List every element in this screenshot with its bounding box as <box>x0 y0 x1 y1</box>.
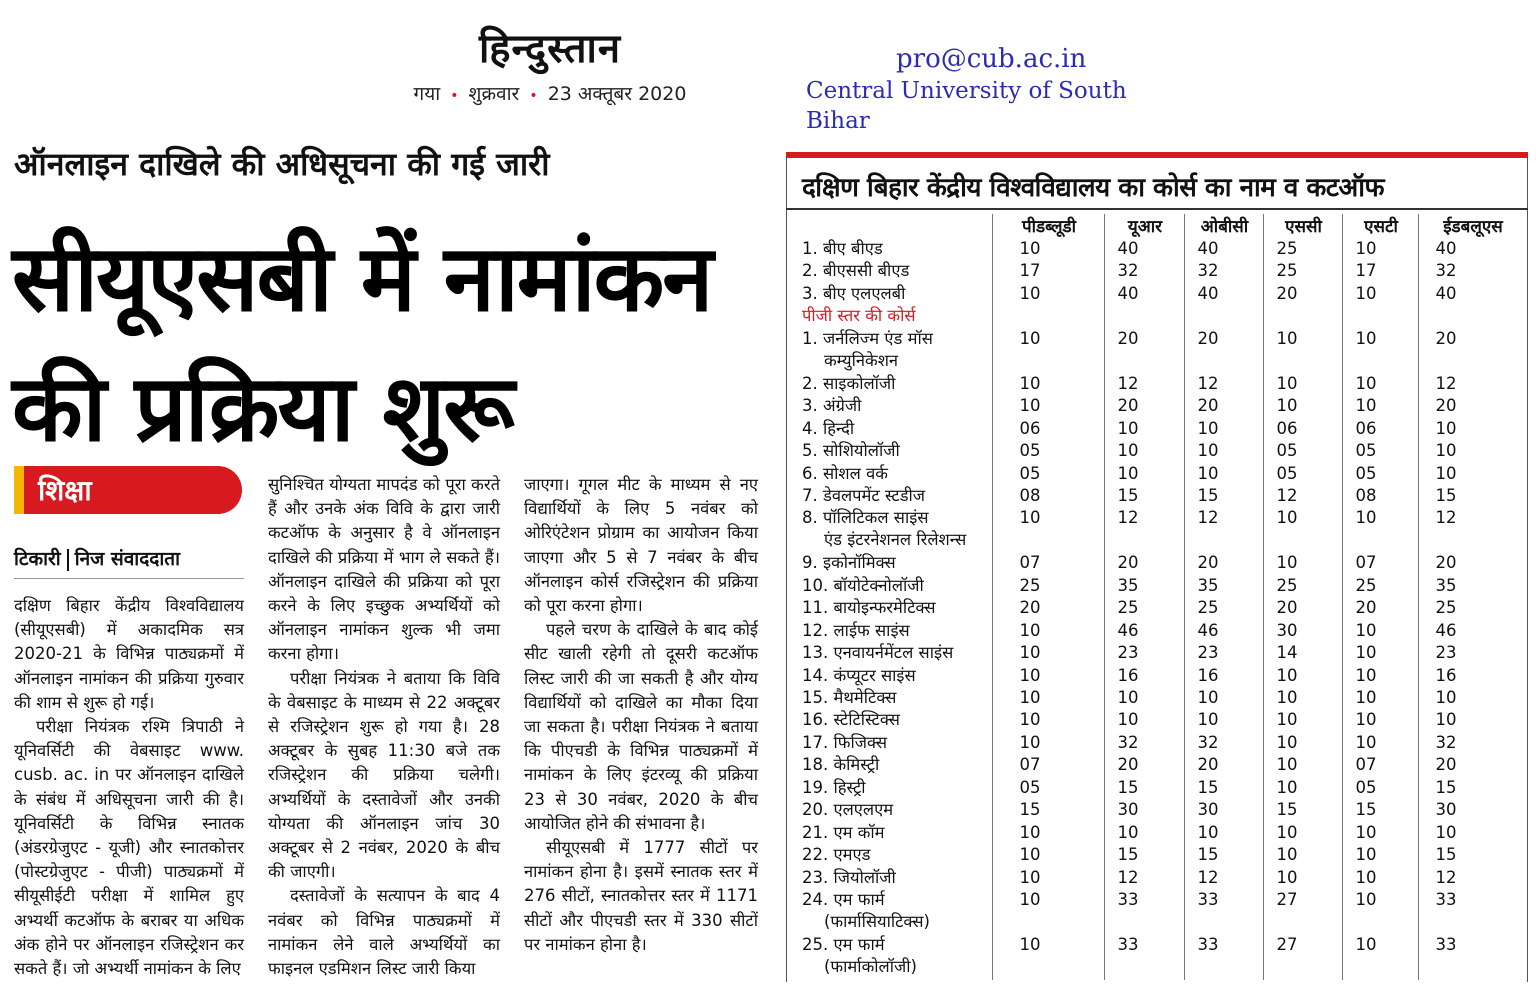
cutoff-value: 17 <box>1355 261 1377 281</box>
course-name-continued: (फार्माकोलॉजी) <box>824 956 917 976</box>
table-row <box>790 934 1526 976</box>
cutoff-value: 10 <box>1019 373 1041 393</box>
cutoff-value: 15 <box>1019 800 1041 820</box>
cutoff-value: 15 <box>1355 800 1377 820</box>
cutoff-value: 10 <box>1355 867 1377 887</box>
course-name: 7. डेवलपमेंट स्टडीज <box>802 485 926 505</box>
course-name: 23. जियोलॉजी <box>802 867 896 887</box>
byline-place: टिकारी <box>14 548 61 570</box>
cutoff-value: 20 <box>1019 598 1041 618</box>
cutoff-value: 10 <box>1019 688 1041 707</box>
pg-section-heading: पीजी स्तर की कोर्स <box>802 306 916 326</box>
cutoff-value: 12 <box>1435 373 1457 393</box>
cutoff-value: 12 <box>1117 867 1139 887</box>
article-column-1 <box>14 594 244 981</box>
cutoff-value: 05 <box>1276 441 1298 461</box>
cutoff-value: 12 <box>1197 508 1219 528</box>
section-tag-label: शिक्षा <box>38 474 92 507</box>
cutoff-value: 20 <box>1117 553 1139 573</box>
cutoff-value: 10 <box>1355 822 1377 842</box>
course-name: 5. सोशियोलॉजी <box>802 441 900 461</box>
byline-divider <box>14 578 244 579</box>
cutoff-value: 40 <box>1197 283 1219 303</box>
headline-line-1: सीयूएसबी में नामांकन <box>12 225 712 332</box>
course-name: 9. इकोनॉमिक्स <box>802 553 896 573</box>
cutoff-value: 15 <box>1117 777 1139 797</box>
paragraph: परीक्षा नियंत्रक रश्मि त्रिपाठी ने यूनिवर्सिटी की वेबसाइट www. cusb. ac. in पर ऑनलाइन दाखिले के संबंध में अधिसूचना जारी की है। यूनिवर्सिटी के विभिन्न स्नातक (अंडरग्रेजुएट - यूजी) और स्नातकोत्तर (पोस्टग्रेजुएट - पीजी) पाठ्यक्रमों में सीयूसीईटी परीक्षा में शामिल हुए अभ्यर्थी कटऑफ के बराबर या अधिक अंक होने पर ऑनलाइन रजिस्ट्रेशन कर सकते हैं। जो अभ्यर्थी नामांकन के लिए <box>14 717 244 979</box>
cutoff-value: 23 <box>1197 643 1219 663</box>
article-column-2 <box>268 473 500 981</box>
cutoff-value: 05 <box>1019 441 1041 461</box>
cutoff-value: 10 <box>1276 553 1298 573</box>
cutoff-value: 10 <box>1355 239 1377 258</box>
table-row <box>790 507 1526 550</box>
cutoff-value: 10 <box>1276 688 1298 707</box>
cutoff-value: 10 <box>1019 934 1041 954</box>
cutoff-value: 06 <box>1355 418 1377 438</box>
cutoff-value: 33 <box>1197 890 1219 910</box>
cutoff-value: 06 <box>1019 418 1041 438</box>
article-kicker: ऑनलाइन दाखिले की अधिसूचना की गई जारी <box>14 145 550 183</box>
cutoff-value: 16 <box>1197 665 1219 685</box>
cutoff-value: 46 <box>1117 620 1139 640</box>
cutoff-value: 32 <box>1117 261 1139 281</box>
cutoff-value: 15 <box>1117 485 1139 505</box>
cutoff-value: 40 <box>1435 283 1457 303</box>
paragraph: सुनिश्चित योग्यता मापदंड को पूरा करते हैं और उनके अंक विवि के द्वारा जारी कटऑफ के अनुसार है वे ऑनलाइन दाखिले की प्रक्रिया में भाग ले सकते हैं। ऑनलाइन दाखिले की प्रक्रिया को पूरा करने के लिए इच्छुक अभ्यर्थियों को ऑनलाइन नामांकन शुल्क भी जमा करना होगा। <box>268 475 500 664</box>
table-row <box>790 620 1526 642</box>
byline <box>14 545 180 571</box>
cutoff-value: 10 <box>1117 688 1139 707</box>
cutoff-value: 27 <box>1276 934 1298 954</box>
course-name: 1. जर्नलिज्म एंड मॉस <box>802 328 933 348</box>
cutoff-value: 10 <box>1435 822 1457 842</box>
course-name: 14. कंप्यूटर साइंस <box>802 665 916 685</box>
table-row <box>790 597 1526 619</box>
course-name: 12. लाईफ साइंस <box>802 620 910 640</box>
cutoff-value: 23 <box>1117 643 1139 663</box>
cutoff-value: 10 <box>1197 463 1219 483</box>
paragraph: पहले चरण के दाखिले के बाद कोई सीट खाली रहेगी तो दूसरी कटऑफ लिस्ट जारी की जा सकती है और योग्य विद्यार्थियों को दाखिले का मौका दिया जा सकता है। परीक्षा नियंत्रक ने बताया कि पीएचडी के विभिन्न पाठ्यक्रमों में नामांकन के लिए इंटरव्यू की प्रक्रिया 23 से 30 नवंबर, 2020 के बीच आयोजित होने की संभावना है। <box>524 620 758 833</box>
cutoff-value: 15 <box>1276 800 1298 820</box>
cutoff-value: 35 <box>1197 575 1219 595</box>
cutoff-value: 20 <box>1117 328 1139 348</box>
cutoff-value: 07 <box>1355 553 1377 573</box>
cutoff-value: 20 <box>1197 755 1219 775</box>
cutoff-value: 10 <box>1355 373 1377 393</box>
cutoff-value: 10 <box>1435 710 1457 730</box>
contact-email[interactable]: pro@cub.ac.in <box>896 44 1087 74</box>
cutoff-value: 33 <box>1435 934 1457 954</box>
course-name: 11. बायोइन्फरमेटिक्स <box>802 598 936 618</box>
cutoff-value: 32 <box>1197 732 1219 752</box>
table-row <box>790 889 1526 932</box>
cutoff-value: 10 <box>1276 822 1298 842</box>
cutoff-value: 10 <box>1117 418 1139 438</box>
cutoff-value: 10 <box>1197 688 1219 707</box>
cutoff-value: 05 <box>1019 463 1041 483</box>
dateline-dot: • <box>529 88 538 104</box>
table-row <box>790 485 1526 507</box>
article-headline <box>12 214 782 474</box>
cutoff-value: 10 <box>1435 688 1457 707</box>
course-name: 25. एम फार्म <box>802 934 885 954</box>
headline-line-2: की प्रक्रिया शुरू <box>12 355 513 462</box>
dateline-dot: • <box>450 88 459 104</box>
edition-city: गया <box>413 83 441 105</box>
section-tag <box>14 466 242 514</box>
cutoff-value: 40 <box>1197 239 1219 258</box>
table-row <box>790 867 1526 889</box>
table-row <box>790 642 1526 664</box>
cutoff-value: 25 <box>1117 598 1139 618</box>
cutoff-value: 10 <box>1019 328 1041 348</box>
table-row <box>790 328 1526 370</box>
course-name: 24. एम फार्म <box>802 890 885 910</box>
cutoff-value: 10 <box>1355 283 1377 303</box>
cutoff-value: 20 <box>1435 328 1457 348</box>
cutoff-value: 35 <box>1117 575 1139 595</box>
cutoff-value: 10 <box>1355 665 1377 685</box>
cutoff-value: 15 <box>1197 485 1219 505</box>
cutoff-value: 25 <box>1276 239 1298 258</box>
cutoff-value: 10 <box>1355 620 1377 640</box>
cutoff-title-rule <box>786 208 1528 210</box>
cutoff-value: 35 <box>1435 575 1457 595</box>
course-name: 3. बीए एलएलबी <box>802 283 906 303</box>
cutoff-value: 10 <box>1355 643 1377 663</box>
table-row <box>790 575 1526 597</box>
cutoff-value: 10 <box>1276 508 1298 528</box>
table-row <box>790 440 1526 462</box>
cutoff-value: 12 <box>1197 373 1219 393</box>
cutoff-value: 05 <box>1355 463 1377 483</box>
article-column-3 <box>524 473 758 957</box>
cutoff-value: 32 <box>1435 261 1457 281</box>
cutoff-value: 12 <box>1117 508 1139 528</box>
cutoff-value: 30 <box>1117 800 1139 820</box>
column-header: एसटी <box>1364 217 1398 237</box>
cutoff-value: 30 <box>1276 620 1298 640</box>
cutoff-value: 33 <box>1435 890 1457 910</box>
edition-day: शुक्रवार <box>468 83 520 105</box>
cutoff-value: 10 <box>1355 328 1377 348</box>
cutoff-value: 10 <box>1019 890 1041 910</box>
cutoff-value: 07 <box>1019 553 1041 573</box>
cutoff-value: 15 <box>1435 777 1457 797</box>
cutoff-value: 17 <box>1019 261 1041 281</box>
cutoff-value: 10 <box>1355 710 1377 730</box>
cutoff-value: 25 <box>1197 598 1219 618</box>
paragraph: जाएगा। गूगल मीट के माध्यम से नए विद्यार्थियों के लिए 5 नवंबर को ओरिएंटेशन प्रोग्राम का आयोजन किया जाएगा और 5 से 7 नवंबर के बीच ऑनलाइन कोर्स रजिस्ट्रेशन की प्रक्रिया को पूरा करना होगा। <box>524 475 758 616</box>
table-row <box>790 665 1526 687</box>
cutoff-value: 10 <box>1276 777 1298 797</box>
cutoff-value: 10 <box>1355 396 1377 416</box>
cutoff-value: 25 <box>1355 575 1377 595</box>
cutoff-value: 15 <box>1197 777 1219 797</box>
cutoff-value: 07 <box>1019 755 1041 775</box>
cutoff-value: 27 <box>1276 890 1298 910</box>
cutoff-value: 10 <box>1019 239 1041 258</box>
cutoff-value: 10 <box>1355 845 1377 865</box>
cutoff-value: 25 <box>1435 598 1457 618</box>
cutoff-value: 05 <box>1019 777 1041 797</box>
paragraph: परीक्षा नियंत्रक ने बताया कि विवि के वेबसाइट के माध्यम से 22 अक्टूबर से रजिस्ट्रेशन शुरू हो गया है। 28 अक्टूबर के सुबह 11:30 बजे तक रजिस्ट्रेशन की प्रक्रिया चलेगी। अभ्यर्थियों के दस्तावेजों और उनकी योग्यता की ऑनलाइन जांच 30 अक्टूबर से 2 नवंबर, 2020 के बीच की जाएगी। <box>268 668 500 882</box>
course-name: 10. बॉयोटेक्नोलॉजी <box>802 575 924 595</box>
cutoff-value: 10 <box>1019 508 1041 528</box>
cutoff-value: 05 <box>1276 463 1298 483</box>
cutoff-value: 10 <box>1117 710 1139 730</box>
table-row <box>790 754 1526 776</box>
course-name: 2. बीएससी बीएड <box>802 261 910 281</box>
table-row <box>790 283 1526 305</box>
university-name: Central University of South Bihar <box>806 78 1127 134</box>
cutoff-value: 20 <box>1197 328 1219 348</box>
cutoff-value: 10 <box>1019 867 1041 887</box>
cutoff-value: 10 <box>1019 643 1041 663</box>
cutoff-value: 25 <box>1019 575 1041 595</box>
cutoff-value: 14 <box>1276 643 1298 663</box>
course-name: 22. एमएड <box>802 845 871 865</box>
course-name: 19. हिस्ट्री <box>802 777 866 797</box>
course-name: 17. फिजिक्स <box>802 732 888 752</box>
cutoff-value: 20 <box>1435 396 1457 416</box>
column-header: पीडब्लूडी <box>1021 217 1077 237</box>
cutoff-value: 10 <box>1019 620 1041 640</box>
byline-author: निज संवाददाता <box>74 548 181 570</box>
cutoff-value: 10 <box>1019 710 1041 730</box>
cutoff-value: 20 <box>1435 755 1457 775</box>
course-name: 21. एम कॉम <box>802 822 885 842</box>
cutoff-value: 12 <box>1276 485 1298 505</box>
paragraph: सीयूएसबी में 1777 सीटों पर नामांकन होना है। इसमें स्नातक स्तर में 276 सीटों, स्नातकोत्तर स्तर में 1171 सीटों और पीएचडी स्तर में 330 सीटों पर नामांकन होना है। <box>524 838 758 954</box>
cutoff-value: 10 <box>1019 845 1041 865</box>
cutoff-value: 10 <box>1276 373 1298 393</box>
cutoff-value: 46 <box>1435 620 1457 640</box>
cutoff-value: 10 <box>1355 688 1377 707</box>
table-row <box>790 822 1526 844</box>
cutoff-value: 46 <box>1197 620 1219 640</box>
course-name: 13. एनवायर्नमेंटल साइंस <box>802 643 954 663</box>
table-row <box>790 687 1526 709</box>
cutoff-value: 30 <box>1435 800 1457 820</box>
course-name-continued: (फार्मासियाटिक्स) <box>824 912 930 932</box>
cutoff-value: 20 <box>1197 396 1219 416</box>
cutoff-value: 20 <box>1276 598 1298 618</box>
table-row <box>790 777 1526 799</box>
column-header: एससी <box>1285 217 1322 237</box>
cutoff-value: 10 <box>1019 396 1041 416</box>
cutoff-value: 10 <box>1197 418 1219 438</box>
course-name: 3. अंग्रेजी <box>802 396 862 416</box>
newspaper-logo: हिन्दुस्तान <box>478 25 622 72</box>
cutoff-value: 10 <box>1276 867 1298 887</box>
cutoff-value: 06 <box>1276 418 1298 438</box>
cutoff-value: 15 <box>1435 845 1457 865</box>
table-row <box>790 418 1526 440</box>
cutoff-value: 10 <box>1435 418 1457 438</box>
cutoff-value: 32 <box>1117 732 1139 752</box>
cutoff-value: 10 <box>1276 845 1298 865</box>
edition-date: 23 अक्तूबर 2020 <box>547 83 687 105</box>
cutoff-value: 10 <box>1276 732 1298 752</box>
cutoff-value: 16 <box>1435 665 1457 685</box>
cutoff-value: 20 <box>1197 553 1219 573</box>
cutoff-value: 10 <box>1355 890 1377 910</box>
newspaper-masthead <box>400 24 700 106</box>
cutoff-value: 32 <box>1435 732 1457 752</box>
table-row <box>790 799 1526 821</box>
cutoff-value: 10 <box>1197 822 1219 842</box>
cutoff-value: 10 <box>1276 328 1298 348</box>
cutoff-value: 10 <box>1355 732 1377 752</box>
cutoff-value: 15 <box>1117 845 1139 865</box>
course-name-continued: एंड इंटरनेशनल रिलेशन्स <box>824 530 967 550</box>
cutoff-value: 33 <box>1117 934 1139 954</box>
cutoff-value: 40 <box>1117 283 1139 303</box>
course-name: 15. मैथमेटिक्स <box>802 688 897 707</box>
contact-block <box>806 42 1186 136</box>
cutoff-value: 25 <box>1276 575 1298 595</box>
cutoff-value: 30 <box>1197 800 1219 820</box>
cutoff-value: 32 <box>1197 261 1219 281</box>
cutoff-value: 15 <box>1435 485 1457 505</box>
cutoff-value: 20 <box>1435 553 1457 573</box>
cutoff-value: 10 <box>1019 732 1041 752</box>
cutoff-value: 10 <box>1019 665 1041 685</box>
paragraph: दस्तावेजों के सत्यापन के बाद 4 नवंबर को विभिन्न पाठ्यक्रमों में नामांकन लेने वाले अभ्यर्थियों का फाइनल एडमिशन लिस्ट जारी किया <box>268 886 500 979</box>
cutoff-value: 12 <box>1435 867 1457 887</box>
cutoff-value: 10 <box>1117 822 1139 842</box>
cutoff-title: दक्षिण बिहार केंद्रीय विश्वविद्यालय का कोर्स का नाम व कटऑफ <box>802 173 1385 203</box>
cutoff-value: 10 <box>1019 822 1041 842</box>
cutoff-value: 08 <box>1019 485 1041 505</box>
cutoff-value: 25 <box>1276 261 1298 281</box>
cutoff-value: 20 <box>1117 396 1139 416</box>
cutoff-value: 20 <box>1355 598 1377 618</box>
cutoff-value: 23 <box>1435 643 1457 663</box>
course-name: 6. सोशल वर्क <box>802 463 888 483</box>
course-name: 1. बीए बीएड <box>802 239 883 258</box>
course-name: 18. केमिस्ट्री <box>802 755 880 775</box>
cutoff-value: 07 <box>1355 755 1377 775</box>
edition-dateline <box>400 80 700 106</box>
cutoff-value: 10 <box>1276 665 1298 685</box>
cutoff-value: 40 <box>1435 239 1457 258</box>
cutoff-value: 05 <box>1355 777 1377 797</box>
cutoff-value: 10 <box>1276 710 1298 730</box>
cutoff-value: 20 <box>1117 755 1139 775</box>
cutoff-top-bar <box>786 152 1528 158</box>
column-header: ईडबलूएस <box>1443 217 1503 237</box>
table-row <box>790 260 1526 282</box>
cutoff-value: 10 <box>1435 441 1457 461</box>
table-row <box>790 732 1526 754</box>
cutoff-value: 10 <box>1355 508 1377 528</box>
course-name: 20. एलएलएम <box>802 800 894 820</box>
cutoff-value: 10 <box>1117 463 1139 483</box>
course-name: 16. स्टेटिस्टिक्स <box>802 710 900 730</box>
table-row <box>790 395 1526 417</box>
column-header: ओबीसी <box>1200 217 1249 237</box>
cutoff-value: 12 <box>1117 373 1139 393</box>
cutoff-value: 08 <box>1355 485 1377 505</box>
cutoff-value: 40 <box>1117 239 1139 258</box>
cutoff-value: 12 <box>1435 508 1457 528</box>
table-row <box>790 463 1526 485</box>
cutoff-value: 10 <box>1197 441 1219 461</box>
cutoff-value: 12 <box>1197 867 1219 887</box>
cutoff-value: 16 <box>1117 665 1139 685</box>
cutoff-value: 20 <box>1276 283 1298 303</box>
cutoff-value: 10 <box>1019 283 1041 303</box>
cutoff-value: 33 <box>1197 934 1219 954</box>
cutoff-value: 10 <box>1355 934 1377 954</box>
column-header: यूआर <box>1127 217 1163 237</box>
cutoff-value: 05 <box>1355 441 1377 461</box>
cutoff-value: 10 <box>1435 463 1457 483</box>
course-name-continued: कम्युनिकेशन <box>824 350 899 370</box>
cutoff-value: 10 <box>1197 710 1219 730</box>
cutoff-value: 15 <box>1197 845 1219 865</box>
cutoff-value: 10 <box>1276 396 1298 416</box>
table-row <box>790 373 1526 395</box>
section-tag-accent <box>14 466 24 514</box>
byline-separator <box>67 549 69 571</box>
cutoff-value: 33 <box>1117 890 1139 910</box>
course-name: 8. पॉलिटिकल साइंस <box>802 508 929 528</box>
table-row <box>790 552 1526 574</box>
table-row <box>790 844 1526 866</box>
course-name: 2. साइकोलॉजी <box>802 373 896 393</box>
cutoff-value: 10 <box>1276 755 1298 775</box>
table-row <box>790 238 1526 260</box>
paragraph: दक्षिण बिहार केंद्रीय विश्वविद्यालय (सीयूएसबी) में अकादमिक सत्र 2020-21 के विभिन्न पाठ्यक्रमों में ऑनलाइन नामांकन की प्रक्रिया गुरुवार की शाम से शुरू हो गई। <box>14 596 244 712</box>
table-row <box>790 709 1526 731</box>
cutoff-value: 10 <box>1117 441 1139 461</box>
course-name: 4. हिन्दी <box>802 418 855 438</box>
